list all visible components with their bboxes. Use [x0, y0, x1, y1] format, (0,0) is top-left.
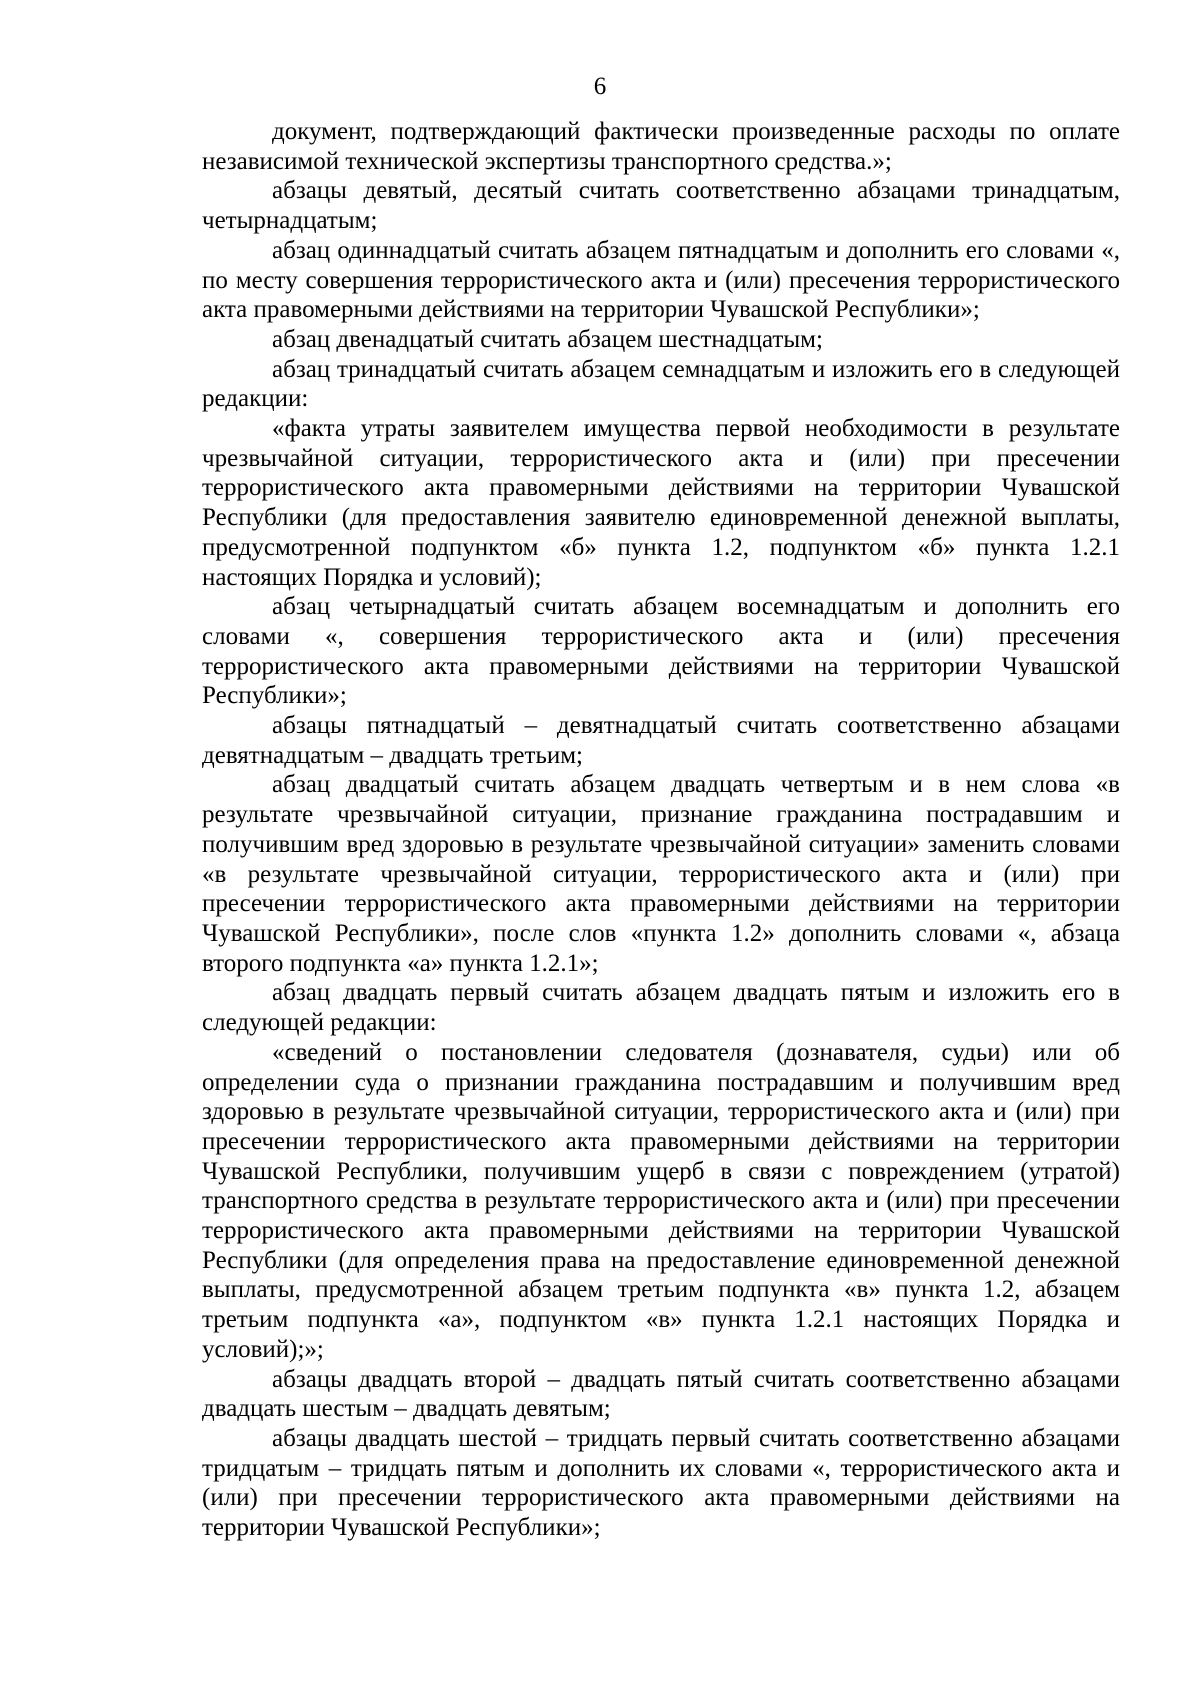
- paragraph-9: абзац двадцатый считать абзацем двадцать четвертым и в нем слова «в результате чрезвычайной ситуации, признание гражданина пострадавшим и получившим вред здоровью в результате чрезвычайной ситуации» заменить словами «в результате чрезвычайной ситуации, террористического акта и (или) при пресечении террористического акта правомерными действиями на территории Чувашской Республики», после слов «пункта 1.2» дополнить словами «, абзаца второго подпункта «а» пункта 1.2.1»;: [202, 771, 1120, 977]
- paragraph-7: абзац четырнадцатый считать абзацем восемнадцатым и дополнить его словами «, совершения террористического акта и (или) пресечения террористического акта правомерными действиями на территории Чувашской Республики»;: [202, 593, 1120, 710]
- paragraph-5: абзац тринадцатый считать абзацем семнадцатым и изложить его в следующей редакции:: [202, 355, 1120, 413]
- paragraph-8: абзацы пятнадцатый – девятнадцатый считать соответственно абзацами девятнадцатым – двадцать третьим;: [202, 712, 1120, 769]
- paragraph-2: абзацы девятый, десятый считать соответственно абзацами тринадцатым, четырнадцатым;: [202, 177, 1120, 235]
- document-body: [202, 117, 1120, 1543]
- paragraph-3: абзац одиннадцатый считать абзацем пятнадцатым и дополнить его словами «, по месту совершения террористического акта и (или) пресечения террористического акта правомерными действиями на территории Чувашской Республики»;: [202, 236, 1120, 324]
- paragraph-6: «факта утраты заявителем имущества первой необходимости в результате чрезвычайной ситуации, террористического акта и (или) при пресечении террористического акта правомерными действиями на территории Чувашской Республики (для предоставления заявителю единовременной денежной выплаты, предусмотренной подпунктом «б» пункта 1.2, подпунктом «б» пункта 1.2.1 настоящих Порядка и условий);: [202, 415, 1120, 591]
- paragraph-11: «сведений о постановлении следователя (дознавателя, судьи) или об определении суда о признании гражданина пострадавшим и получившим вред здоровью в результате чрезвычайной ситуации, террористического акта и (или) при пресечении террористического акта правомерными действиями на территории Чувашской Республики, получившим ущерб в связи с повреждением (утратой) транспортного средства в результате террористического акта и (или) при пресечении террористического акта правомерными действиями на территории Чувашской Республики (для определения права на предоставление единовременной денежной выплаты, предусмотренной абзацем третьим подпункта «в» пункта 1.2, абзацем третьим подпункта «а», подпунктом «в» пункта 1.2.1 настоящих Порядка и условий);»;: [202, 1038, 1120, 1363]
- paragraph-1: документ, подтверждающий фактически произведенные расходы по оплате независимой технической экспертизы транспортного средства.»;: [202, 118, 1120, 175]
- paragraph-12: абзацы двадцать второй – двадцать пятый считать соответственно абзацами двадцать шестым – двадцать девятым;: [202, 1365, 1120, 1423]
- paragraph-13: абзацы двадцать шестой – тридцать первый считать соответственно абзацами тридцатым – тридцать пятым и дополнить их словами «, террористического акта и (или) при пресечении террористического акта правомерными действиями на территории Чувашской Республики»;: [202, 1424, 1120, 1542]
- paragraph-4: абзац двенадцатый считать абзацем шестнадцатым;: [272, 325, 823, 353]
- page-number: 6: [593, 73, 607, 100]
- paragraph-10: абзац двадцать первый считать абзацем двадцать пятым и изложить его в следующей редакции:: [202, 979, 1120, 1037]
